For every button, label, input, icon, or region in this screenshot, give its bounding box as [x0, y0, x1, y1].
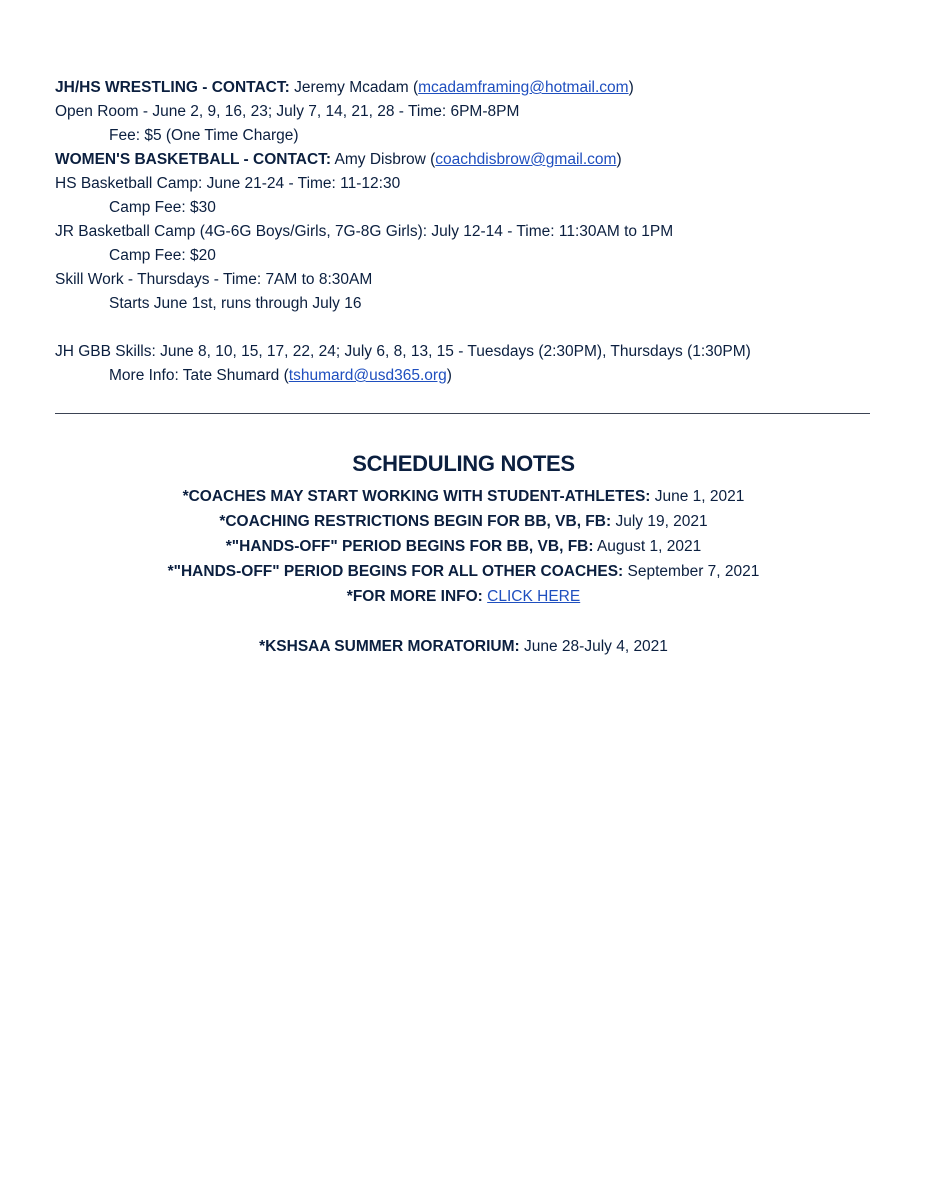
spacer [0, 609, 927, 634]
womens-basketball-contact-name: Amy Disbrow [334, 151, 426, 168]
hs-basketball-camp: HS Basketball Camp: June 21-24 - Time: 11-12:30 [55, 175, 401, 192]
jh-gbb-email-link[interactable]: tshumard@usd365.org [288, 367, 447, 384]
scheduling-note-value: August 1, 2021 [596, 538, 702, 555]
wrestling-heading: JH/HS WRESTLING - CONTACT: [55, 79, 290, 96]
womens-basketball-email-link[interactable]: coachdisbrow@gmail.com [435, 151, 617, 168]
jh-gbb-more-info-label: More Info: Tate Shumard [109, 367, 280, 384]
more-info-line [0, 584, 927, 609]
jh-gbb-skills: JH GBB Skills: June 8, 10, 15, 17, 22, 24; July 6, 8, 13, 15 - Tuesdays (2:30PM), Thursdays (1:30PM) [55, 343, 751, 360]
skill-work: Skill Work - Thursdays - Time: 7AM to 8:30AM [55, 271, 373, 288]
wrestling-open-room: Open Room - June 2, 9, 16, 23; July 7, 14, 21, 28 - Time: 6PM-8PM [55, 103, 520, 120]
jh-gbb-more-info: More Info: Tate Shumard (tshumard@usd365.org) [109, 367, 452, 384]
moratorium-line [0, 634, 927, 659]
scheduling-note [0, 484, 927, 509]
scheduling-note [0, 534, 927, 559]
scheduling-note-value: September 7, 2021 [627, 563, 760, 580]
section-divider [55, 413, 870, 414]
wrestling-email-link[interactable]: mcadamframing@hotmail.com [418, 79, 629, 96]
wrestling-fee: Fee: $5 (One Time Charge) [109, 127, 299, 144]
hs-basketball-camp-fee: Camp Fee: $30 [109, 199, 216, 216]
jr-basketball-camp-fee: Camp Fee: $20 [109, 247, 216, 264]
womens-basketball-contact-line: WOMEN'S BASKETBALL - CONTACT: Amy Disbrow (coachdisbrow@gmail.com) [55, 151, 622, 168]
scheduling-note-label: *COACHING RESTRICTIONS BEGIN FOR BB, VB, FB: [219, 513, 612, 530]
womens-basketball-heading: WOMEN'S BASKETBALL - CONTACT: [55, 151, 332, 168]
click-here-link[interactable]: CLICK HERE [487, 588, 581, 605]
skill-work-note: Starts June 1st, runs through July 16 [109, 295, 362, 312]
scheduling-notes-section [0, 450, 927, 659]
sports-contacts-section [55, 76, 875, 388]
moratorium-value: June 28-July 4, 2021 [524, 638, 668, 655]
moratorium-label: *KSHSAA SUMMER MORATORIUM: [259, 638, 520, 655]
wrestling-contact-name: Jeremy Mcadam [294, 79, 409, 96]
scheduling-note [0, 559, 927, 584]
spacer [55, 316, 875, 340]
jr-basketball-camp: JR Basketball Camp (4G-6G Boys/Girls, 7G-8G Girls): July 12-14 - Time: 11:30AM to 1PM [55, 223, 674, 240]
scheduling-note-value: July 19, 2021 [615, 513, 708, 530]
scheduling-note [0, 509, 927, 534]
scheduling-note-label: *"HANDS-OFF" PERIOD BEGINS FOR ALL OTHER COACHES: [167, 563, 624, 580]
scheduling-note-value: June 1, 2021 [654, 488, 745, 505]
scheduling-notes-title: SCHEDULING NOTES [352, 451, 575, 476]
wrestling-contact-line: JH/HS WRESTLING - CONTACT: Jeremy Mcadam (mcadamframing@hotmail.com) [55, 79, 634, 96]
scheduling-note-label: *"HANDS-OFF" PERIOD BEGINS FOR BB, VB, FB: [225, 538, 594, 555]
scheduling-note-label: *COACHES MAY START WORKING WITH STUDENT-ATHLETES: [182, 488, 651, 505]
more-info-label: *FOR MORE INFO: [346, 588, 483, 605]
